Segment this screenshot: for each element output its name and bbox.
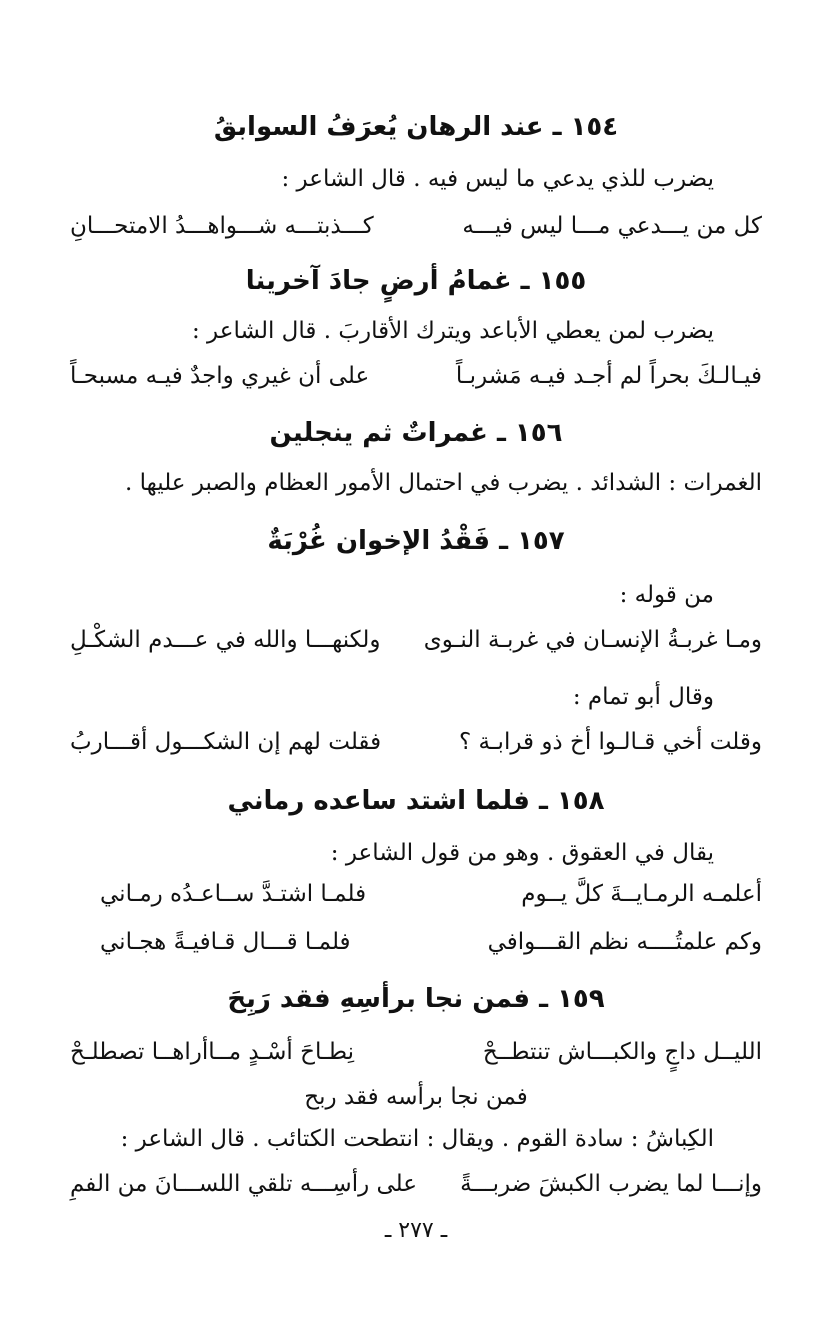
entry-159-center-line: فمن نجا برأسه فقد ربح — [304, 1084, 528, 1110]
entry-157-heading: ١٥٧ ـ فَقْدُ الإخوان غُرْبَةٌ — [267, 526, 565, 556]
verse-second-hemistich: ولكنهـــا والله في عـــدم الشكْـلِ — [70, 627, 381, 653]
entry-155-intro: يضرب لمن يعطي الأباعد ويترك الأقاربَ . قال الشاعر : — [191, 318, 714, 344]
entry-154-verse — [70, 208, 762, 244]
verse-second-hemistich: على رأسِـــه تلقي اللســـانَ من الفمِ — [70, 1171, 418, 1197]
entry-158-verse-1 — [100, 876, 762, 912]
verse-first-hemistich: وكم علمتُــــه نظم القـــوافي — [487, 929, 762, 955]
entry-154-intro: يضرب للذي يدعي ما ليس فيه . قال الشاعر : — [281, 166, 714, 192]
entry-159-verse-2 — [70, 1166, 762, 1202]
verse-first-hemistich: فيـالـكَ بحراً لم أجـد فيـه مَشربـاً — [455, 363, 762, 389]
entry-157-verse-1 — [70, 622, 762, 658]
verse-second-hemistich: فلمـا قـــال قـافيـةً هجـاني — [100, 929, 351, 955]
entry-156-text: الغمرات : الشدائد . يضرب في احتمال الأمور العظام والصبر عليها . — [125, 470, 762, 496]
verse-first-hemistich: وقلت أخي قـالـوا أخ ذو قرابـة ؟ — [458, 729, 762, 755]
entry-158-verse-2 — [100, 924, 762, 960]
entry-158-heading: ١٥٨ ـ فلما اشتد ساعده رماني — [227, 786, 605, 816]
entry-158-intro: يقال في العقوق . وهو من قول الشاعر : — [330, 840, 714, 866]
entry-157-intro: من قوله : — [619, 582, 714, 608]
entry-155-verse — [70, 358, 762, 394]
verse-second-hemistich: على أن غيري واجدٌ فيـه مسبحـاً — [70, 363, 370, 389]
verse-second-hemistich: نِطـاحَ أسْـدٍ مــاأراهــا تصطلـحْ — [70, 1039, 354, 1065]
verse-first-hemistich: وإنـــا لما يضرب الكبشَ ضربـــةً — [460, 1171, 762, 1197]
verse-first-hemistich: أعلمـه الرمـايــةَ كلَّ يــوم — [521, 881, 762, 907]
entry-159-verse-1 — [70, 1034, 762, 1070]
verse-first-hemistich: الليــل داجٍ والكبـــاش تنتطــحْ — [482, 1039, 762, 1065]
entry-157-intro-2: وقال أبو تمام : — [572, 684, 714, 710]
entry-157-verse-2 — [70, 724, 762, 760]
verse-second-hemistich: فلمـا اشتـدَّ ســاعـدُه رمـاني — [100, 881, 367, 907]
page-number: ـ ٢٧٧ ـ — [384, 1218, 448, 1243]
entry-156-heading: ١٥٦ ـ غمراتٌ ثم ينجلين — [269, 418, 563, 448]
verse-second-hemistich: فقلت لهم إن الشكـــول أقـــاربُ — [70, 729, 382, 755]
entry-159-heading: ١٥٩ ـ فمن نجا برأسِهِ فقد رَبِحَ — [227, 984, 605, 1014]
entry-154-heading: ١٥٤ ـ عند الرهان يُعرَفُ السوابقُ — [213, 112, 619, 142]
verse-first-hemistich: كل من يـــدعي مـــا ليس فيـــه — [462, 213, 762, 239]
entry-155-heading: ١٥٥ ـ غمامُ أرضٍ جادَ آخرينا — [245, 266, 587, 296]
verse-second-hemistich: كـــذبتـــه شـــواهـــدُ الامتحـــانِ — [70, 213, 374, 239]
verse-first-hemistich: ومـا غربـةُ الإنسـان في غربـة النـوى — [423, 627, 762, 653]
entry-159-intro: الكِباشُ : سادة القوم . ويقال : انتطحت الكتائب . قال الشاعر : — [120, 1126, 714, 1152]
